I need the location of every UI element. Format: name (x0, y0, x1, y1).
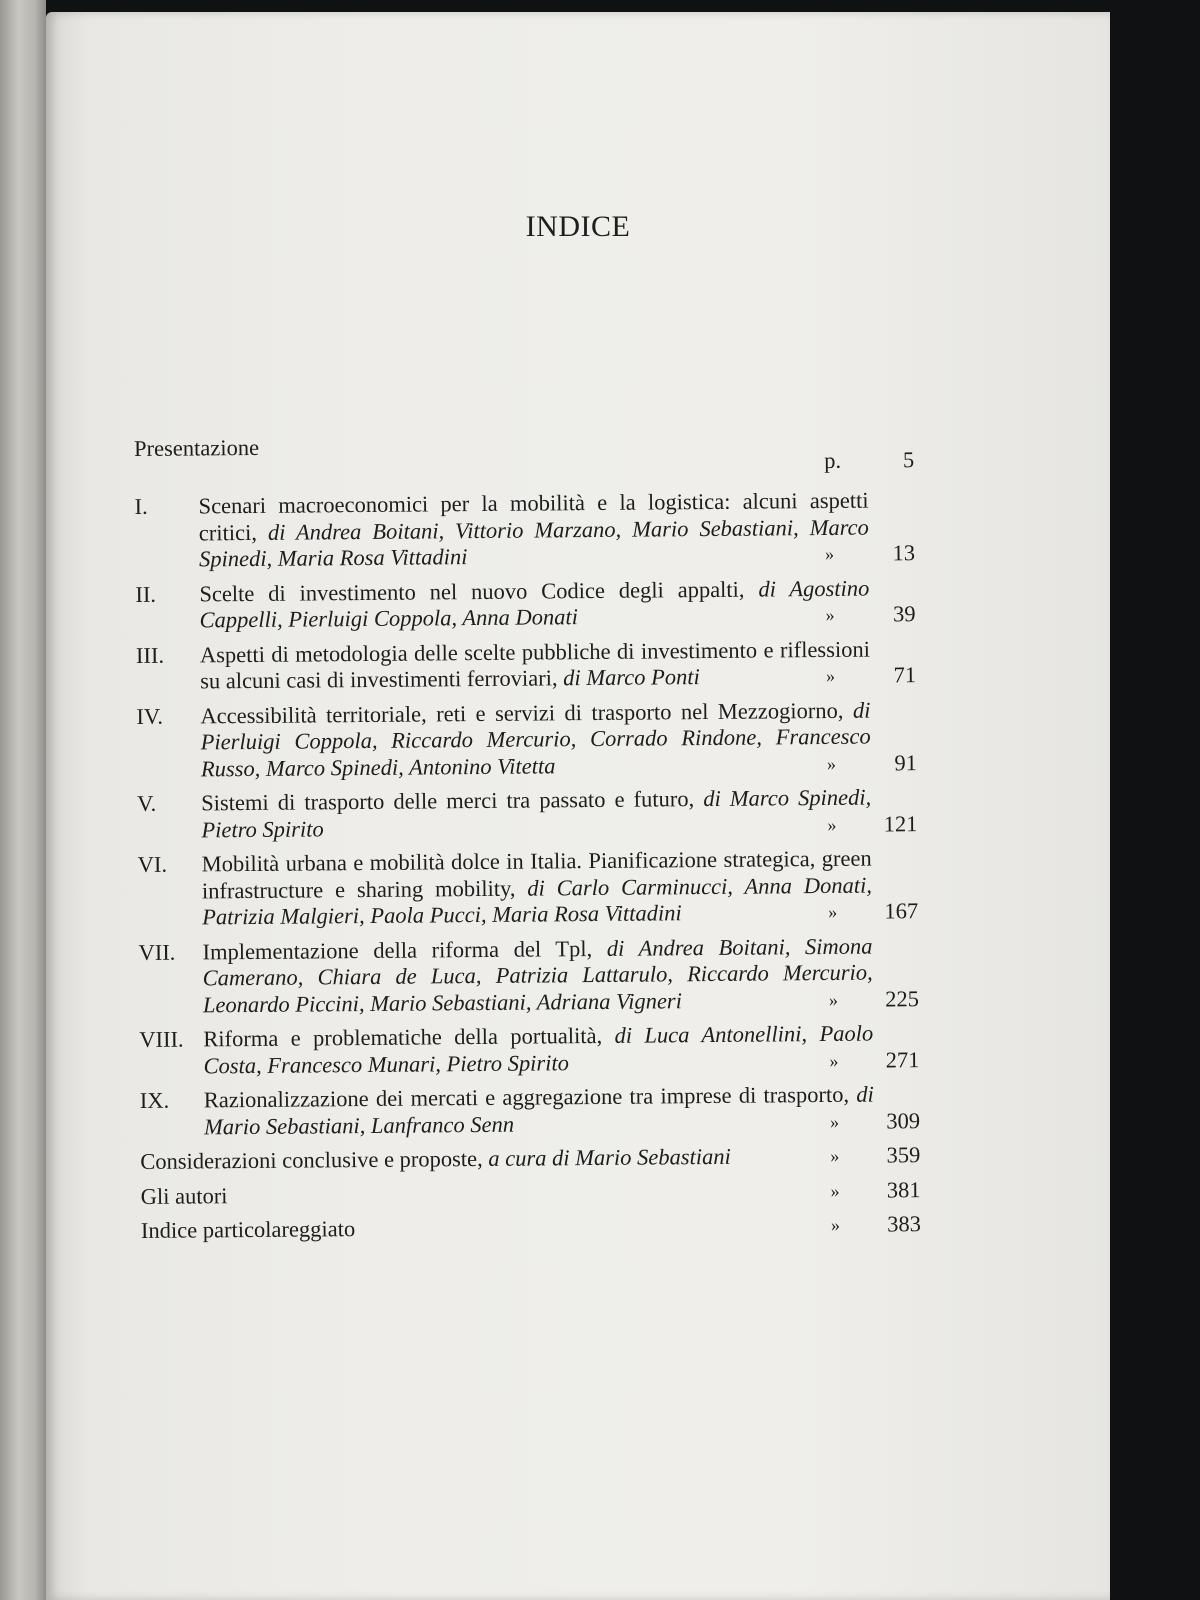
page-marker: » (828, 901, 838, 922)
toc-page-number: 359 (886, 1142, 921, 1168)
closing-text (140, 1143, 874, 1176)
chapter-number: VI. (137, 851, 168, 877)
chapter-title: Mobilità urbana e mobilità dolce in Italia. Pianificazione strategica, green infrastructure e sharing mobility, (201, 845, 872, 903)
chapter-title: Razionalizzazione dei mercati e aggregazione tra imprese di trasporto, (203, 1081, 850, 1113)
toc-page-ref (825, 540, 915, 567)
closing-title: Considerazioni conclusive e proposte, (140, 1145, 483, 1174)
book-spine (0, 0, 46, 1600)
page-marker: » (826, 665, 836, 686)
toc-page-ref (827, 811, 917, 838)
page-marker: » (830, 1145, 840, 1166)
chapter-text (200, 697, 871, 782)
chapter-authors: di Agostino Cappelli, Pierluigi Coppola, Anna Donati (199, 575, 870, 633)
toc-page-ref (830, 1177, 920, 1204)
page-marker: » (828, 989, 839, 1010)
chapter-text (202, 846, 873, 931)
chapter-title: Scenari macroeconomici per la mobilità e la logistica: alcuni aspetti critici, (198, 487, 869, 545)
chapter-authors: di Luca Antonellini, Paolo Costa, Francesco Munari, Pietro Spirito (203, 1020, 874, 1078)
toc-page-number: 121 (883, 810, 918, 836)
page-marker: » (829, 1111, 840, 1132)
chapter-text (201, 785, 871, 844)
chapter-text (203, 1021, 873, 1080)
page-marker: » (826, 753, 836, 774)
toc-entry-chapter-6 (138, 844, 999, 931)
toc-page-ref (830, 1142, 920, 1169)
closing-title: Indice particolareggiato (140, 1216, 356, 1243)
chapter-text (199, 575, 869, 634)
chapter-authors: di Andrea Boitani, Simona Camerano, Chiara de Luca, Patrizia Lattarulo, Riccardo Mercurio, Leonardo Piccini, Mario Sebastiani, Adriana Vigneri (202, 933, 873, 1017)
toc-page-prefix: p. (824, 447, 842, 473)
toc-page-number: 71 (893, 662, 917, 688)
toc-entry-chapter-4 (136, 696, 997, 783)
chapter-number: V. (137, 790, 157, 816)
chapter-text (204, 1082, 874, 1141)
chapter-text (199, 488, 870, 573)
chapter-number: IX. (139, 1087, 170, 1113)
chapter-number: VIII. (139, 1026, 184, 1052)
chapter-text (202, 933, 873, 1018)
toc-entry-considerazioni (140, 1141, 1000, 1175)
chapter-title: Aspetti di metodologia delle scelte pubbliche di investimento e riflessioni su alcuni casi di investimenti ferroviari, (199, 636, 870, 694)
page-marker: » (830, 1214, 840, 1235)
closing-title: Gli autori (140, 1182, 228, 1209)
chapter-number: III. (135, 642, 165, 668)
chapter-authors: di Marco Spinedi, Pietro Spirito (201, 784, 872, 842)
toc-entry-chapter-8 (139, 1019, 999, 1080)
toc-page-ref (830, 1108, 920, 1135)
toc-page-number: 383 (887, 1211, 922, 1237)
chapter-title: Implementazione della riforma del Tpl, (202, 935, 593, 964)
chapter-authors: di Marco Ponti (563, 664, 700, 691)
toc-entry-chapter-9 (140, 1080, 1000, 1141)
chapter-title: Accessibilità territoriale, reti e servizi di trasporto nel Mezzogiorno, (200, 697, 844, 728)
chapter-number: VII. (138, 939, 176, 965)
toc-page-ref (826, 662, 916, 689)
chapter-number: IV. (136, 703, 164, 729)
toc-page-ref (825, 601, 915, 628)
toc-page-ref (828, 898, 918, 925)
toc-entry-gli-autori (141, 1176, 1001, 1210)
toc-page-ref (824, 447, 914, 474)
toc-page-number: 39 (892, 601, 916, 627)
chapter-text (200, 636, 870, 695)
toc-page-ref (827, 750, 917, 777)
toc-entry-chapter-2 (135, 574, 995, 635)
chapter-number: II. (135, 581, 157, 607)
toc-page-ref (831, 1211, 921, 1238)
page-marker: » (825, 604, 835, 625)
page-title: INDICE (525, 210, 631, 243)
toc-page-ref (829, 986, 919, 1013)
toc-entry-presentazione (134, 428, 994, 476)
chapter-authors: di Mario Sebastiani, Lanfranco Senn (203, 1081, 874, 1139)
toc-page-number: 309 (886, 1107, 921, 1133)
toc-page-number: 5 (902, 446, 915, 472)
page-marker: » (829, 1050, 839, 1071)
closing-authors: a cura di Mario Sebastiani (488, 1143, 731, 1171)
chapter-title: Scelte di investimento nel nuovo Codice degli appalti, (199, 576, 745, 606)
toc-page-number: 271 (885, 1046, 920, 1072)
chapter-title: Riforma e problematiche della portualità, (203, 1022, 603, 1052)
page-marker: » (830, 1180, 840, 1201)
toc-entry-label: Presentazione (134, 434, 260, 461)
toc-entry-chapter-3 (136, 635, 996, 696)
toc-entry-chapter-5 (137, 783, 997, 844)
toc-page-number: 91 (894, 749, 917, 775)
book-page (46, 12, 1110, 1600)
toc-page-number: 381 (886, 1176, 921, 1202)
toc-page-number: 167 (884, 898, 919, 924)
page-marker: » (827, 814, 837, 835)
toc-entry-chapter-1 (135, 486, 996, 573)
toc-page-number: 225 (885, 985, 920, 1011)
toc-page-ref (829, 1047, 919, 1074)
table-of-contents (134, 428, 1001, 1252)
toc-page-number: 13 (892, 540, 916, 566)
chapter-authors: di Andrea Boitani, Vittorio Marzano, Mario Sebastiani, Marco Spinedi, Maria Rosa Vittadini (198, 514, 869, 572)
toc-entry-chapter-7 (138, 932, 999, 1019)
toc-entry-indice-particolareggiato (141, 1210, 1001, 1244)
page-marker: » (824, 543, 835, 564)
chapter-authors: di Carlo Carminucci, Anna Donati, Patrizia Malgieri, Paola Pucci, Maria Rosa Vittadini (202, 872, 873, 930)
chapter-authors: di Pierluigi Coppola, Riccardo Mercurio, Corrado Rindone, Francesco Russo, Marco Spinedi, Antonino Vitetta (200, 697, 871, 781)
chapter-title: Sistemi di trasporto delle merci tra passato e futuro, (201, 786, 695, 816)
chapter-number: I. (134, 493, 148, 519)
